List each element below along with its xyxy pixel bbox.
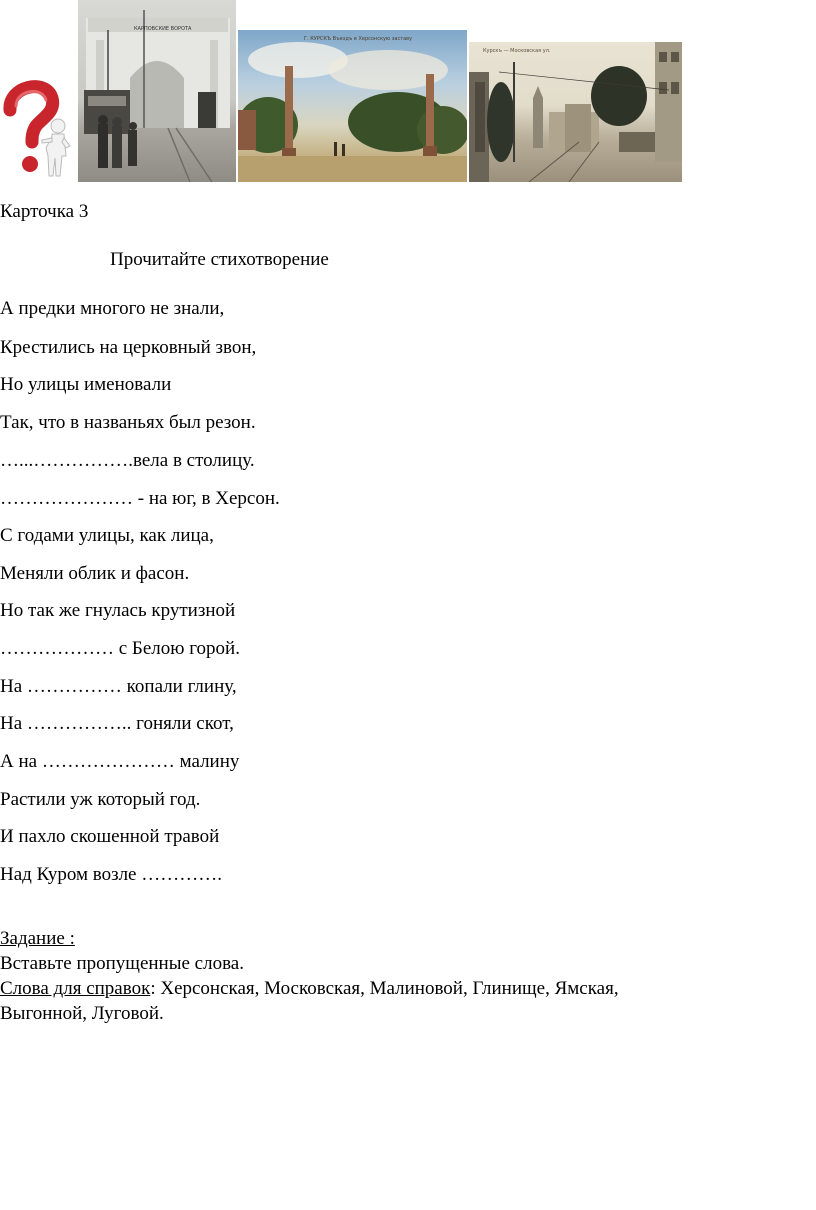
reference-words-line [0, 978, 619, 1000]
reading-instruction: Прочитайте стихотворение [110, 249, 329, 270]
poem-line: Крестились на церковный звон, [0, 337, 257, 358]
photo-caption: Курскъ — Московская ул. [483, 48, 551, 54]
reference-words: : Херсонская, Московская, Малиновой, Глинище, Ямская, [150, 978, 619, 999]
task-heading: Задание : [0, 928, 75, 949]
poem-line: ……………… с Белою горой. [0, 638, 240, 659]
historic-arch-photo [78, 0, 236, 182]
poem-line: Но улицы именовали [0, 374, 172, 395]
poem-line: На …………….. гоняли скот, [0, 713, 234, 734]
poem-line: Меняли облик и фасон. [0, 563, 190, 584]
task-instruction: Вставьте пропущенные слова. [0, 953, 244, 974]
poem-line: …...…………….вела в столицу. [0, 450, 255, 471]
question-mark-figure-icon [2, 76, 78, 184]
poem-line: ………………… - на юг, в Херсон. [0, 488, 280, 509]
poem-line: Над Куром возле …………. [0, 864, 222, 885]
photo-caption: КАРПОВСКИЕ ВОРОТА [134, 26, 192, 32]
historic-pillars-photo [238, 30, 467, 182]
reference-words-continued: Выгонной, Луговой. [0, 1003, 164, 1024]
card-title: Карточка 3 [0, 201, 89, 222]
poem-line: Растили уж который год. [0, 789, 201, 810]
poem-line: С годами улицы, как лица, [0, 525, 214, 546]
poem-line: И пахло скошенной травой [0, 826, 220, 847]
historic-street-photo [469, 42, 682, 182]
poem-line: Но так же гнулась крутизной [0, 600, 236, 621]
poem-line: Так, что в названьях был резон. [0, 412, 256, 433]
reference-label: Слова для справок [0, 978, 151, 999]
photo-caption: Г. КУРСКЪ Въездъ в Херсонскую заставу [304, 36, 413, 42]
poem-line: А на ………………… малину [0, 751, 240, 772]
poem-line: На …………… копали глину, [0, 676, 237, 697]
poem-line: А предки многого не знали, [0, 298, 225, 319]
header-image-strip [0, 0, 816, 184]
